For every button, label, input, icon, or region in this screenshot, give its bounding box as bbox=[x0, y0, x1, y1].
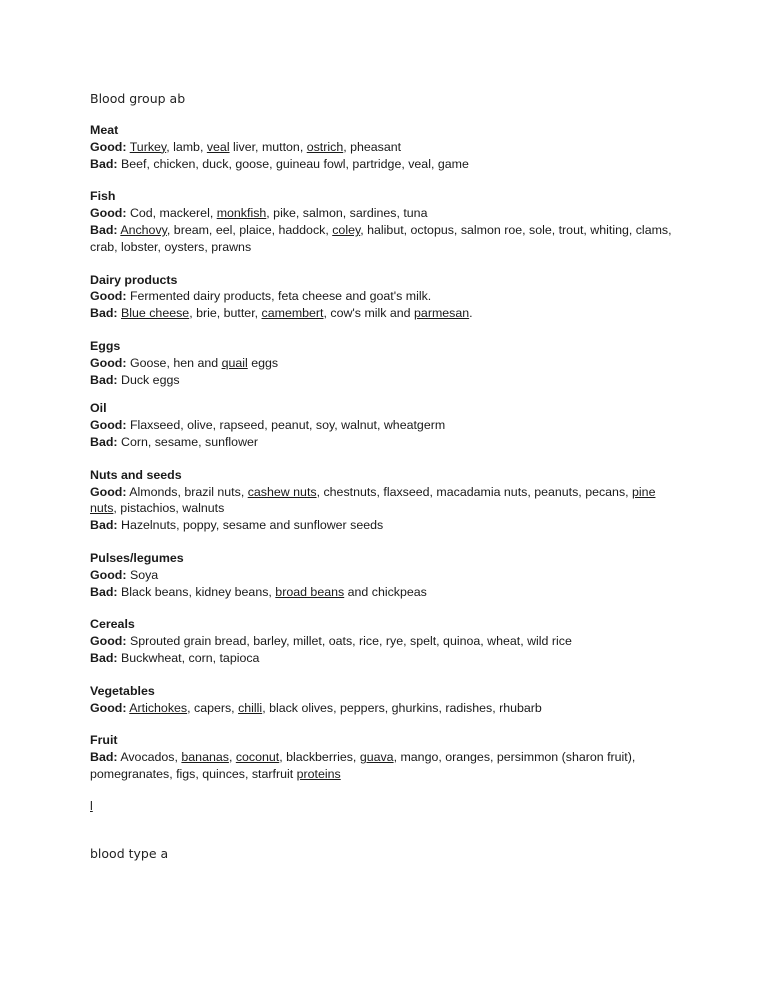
section-nuts bbox=[90, 467, 680, 534]
good-label: Good: bbox=[90, 355, 127, 370]
document-title: Blood group ab bbox=[90, 91, 186, 106]
text-run: Hazelnuts, poppy, sesame and sunflower seeds bbox=[121, 518, 384, 533]
text-run: Goose, hen and bbox=[129, 355, 222, 370]
bad-list bbox=[121, 585, 427, 599]
good-row bbox=[90, 355, 680, 372]
text-run: Almonds, brazil nuts, bbox=[129, 484, 248, 499]
bad-list bbox=[121, 306, 473, 320]
text-run: eggs bbox=[247, 355, 279, 370]
bad-row bbox=[90, 156, 680, 173]
good-list bbox=[130, 634, 572, 648]
bad-label: Bad: bbox=[90, 750, 118, 765]
bad-row bbox=[90, 584, 680, 601]
text-run: Black beans, kidney beans, bbox=[121, 584, 276, 599]
text-run: , pistachios, walnuts bbox=[113, 501, 225, 516]
bad-label: Bad: bbox=[90, 434, 118, 449]
bad-label: Bad: bbox=[90, 306, 118, 321]
good-row bbox=[90, 567, 680, 584]
underlined-term: coley bbox=[332, 222, 361, 237]
text-run: , bbox=[228, 750, 236, 765]
good-row bbox=[90, 700, 680, 717]
good-list bbox=[90, 485, 655, 516]
text-run: Soya bbox=[129, 567, 159, 582]
text-run: , pike, salmon, sardines, tuna bbox=[266, 206, 428, 221]
text-run: Corn, sesame, sunflower bbox=[121, 434, 259, 449]
bad-row bbox=[90, 305, 680, 322]
section-fruit bbox=[90, 732, 680, 782]
underlined-term: proteins bbox=[296, 766, 341, 781]
underlined-term: guava bbox=[359, 750, 394, 765]
good-label: Good: bbox=[90, 418, 127, 433]
bad-row bbox=[90, 517, 680, 534]
good-row bbox=[90, 633, 680, 650]
bad-row bbox=[90, 222, 680, 256]
section-title: Cereals bbox=[90, 617, 135, 632]
section-title: Eggs bbox=[90, 338, 121, 353]
underlined-term: bananas bbox=[181, 750, 229, 765]
section-title: Dairy products bbox=[90, 272, 178, 287]
bad-label: Bad: bbox=[90, 222, 118, 237]
text-run: and chickpeas bbox=[344, 584, 427, 599]
good-label: Good: bbox=[90, 206, 127, 221]
underlined-term: veal bbox=[206, 139, 230, 154]
bad-row bbox=[90, 372, 680, 389]
good-label: Good: bbox=[90, 139, 127, 154]
good-list bbox=[130, 206, 428, 220]
bad-list bbox=[121, 435, 258, 449]
text-run: , cow's milk and bbox=[323, 306, 415, 321]
bad-list bbox=[121, 157, 469, 171]
bad-label: Bad: bbox=[90, 518, 118, 533]
underlined-term: Artichokes bbox=[129, 700, 188, 715]
section-dairy bbox=[90, 272, 680, 322]
good-list bbox=[130, 289, 431, 303]
underlined-term: ostrich bbox=[306, 139, 344, 154]
section-title: Fruit bbox=[90, 733, 118, 748]
good-list bbox=[129, 701, 542, 715]
text-run: , bream, eel, plaice, haddock, bbox=[166, 222, 333, 237]
good-label: Good: bbox=[90, 484, 127, 499]
section-oil bbox=[90, 400, 680, 450]
underlined-term: chilli bbox=[238, 700, 263, 715]
good-list bbox=[130, 568, 158, 582]
text-run: Duck eggs bbox=[121, 372, 180, 387]
bad-row bbox=[90, 434, 680, 451]
stray-mark: l bbox=[90, 799, 93, 813]
section-cereals bbox=[90, 616, 680, 666]
text-run: , mango, oranges, persimmon (sharon fruit), pomegranates, figs, quinces, starfruit bbox=[90, 750, 636, 781]
underlined-term: Blue cheese bbox=[121, 306, 190, 321]
underlined-term: parmesan bbox=[414, 306, 470, 321]
bad-label: Bad: bbox=[90, 372, 118, 387]
section-title: Oil bbox=[90, 401, 107, 416]
text-run: Flaxseed, olive, rapseed, peanut, soy, walnut, wheatgerm bbox=[129, 418, 446, 433]
underlined-term: monkfish bbox=[216, 206, 267, 221]
good-list bbox=[130, 356, 278, 370]
bad-list bbox=[121, 651, 259, 665]
underlined-term: cashew nuts bbox=[247, 484, 317, 499]
text-run: , black olives, peppers, ghurkins, radishes, rhubarb bbox=[262, 700, 542, 715]
good-list bbox=[130, 140, 401, 154]
good-label: Good: bbox=[90, 700, 127, 715]
text-run: Buckwheat, corn, tapioca bbox=[121, 650, 260, 665]
text-run: Cod, mackerel, bbox=[129, 206, 217, 221]
section-pulses bbox=[90, 550, 680, 600]
bad-list bbox=[121, 518, 383, 532]
underlined-term: quail bbox=[221, 355, 248, 370]
section-title: Fish bbox=[90, 189, 116, 204]
good-label: Good: bbox=[90, 567, 127, 582]
bad-row bbox=[90, 650, 680, 667]
underlined-term: pine nuts bbox=[90, 484, 656, 516]
bad-list bbox=[121, 373, 180, 387]
text-run: Sprouted grain bread, barley, millet, oats, rice, rye, spelt, quinoa, wheat, wild rice bbox=[129, 634, 572, 649]
document-body bbox=[90, 122, 680, 799]
text-run: Avocados, bbox=[120, 750, 182, 765]
good-row bbox=[90, 417, 680, 434]
good-row bbox=[90, 205, 680, 222]
section-vegetables bbox=[90, 683, 680, 717]
bad-label: Bad: bbox=[90, 584, 118, 599]
bad-list bbox=[90, 223, 672, 254]
bad-list bbox=[90, 750, 635, 781]
good-row bbox=[90, 484, 680, 518]
text-run: Beef, chicken, duck, goose, guineau fowl, partridge, veal, game bbox=[121, 156, 469, 171]
section-fish bbox=[90, 188, 680, 255]
section-title: Meat bbox=[90, 123, 119, 137]
good-row bbox=[90, 139, 680, 156]
text-run: , capers, bbox=[187, 700, 239, 715]
underlined-term: Anchovy bbox=[120, 222, 167, 237]
good-row bbox=[90, 288, 680, 305]
text-run: Fermented dairy products, feta cheese and goat's milk. bbox=[129, 289, 432, 304]
section-title: Nuts and seeds bbox=[90, 467, 182, 482]
document-footer: blood type a bbox=[90, 846, 169, 861]
section-title: Pulses/legumes bbox=[90, 550, 184, 565]
good-label: Good: bbox=[90, 289, 127, 304]
text-run: liver, mutton, bbox=[229, 139, 307, 154]
section-eggs bbox=[90, 338, 680, 388]
good-label: Good: bbox=[90, 634, 127, 649]
text-run: , pheasant bbox=[343, 139, 402, 154]
text-run: , lamb, bbox=[166, 139, 207, 154]
text-run: , halibut, octopus, salmon roe, sole, trout, whiting, clams, crab, lobster, oysters, prawns bbox=[90, 222, 672, 254]
underlined-term: camembert bbox=[261, 306, 324, 321]
text-run: , blackberries, bbox=[279, 750, 360, 765]
text-run: , chestnuts, flaxseed, macadamia nuts, peanuts, pecans, bbox=[316, 484, 633, 499]
section-meat bbox=[90, 122, 680, 172]
bad-label: Bad: bbox=[90, 156, 118, 171]
section-title: Vegetables bbox=[90, 683, 155, 698]
good-list bbox=[130, 418, 445, 432]
underlined-term: broad beans bbox=[275, 584, 345, 599]
text-run: , brie, butter, bbox=[189, 306, 262, 321]
text-run: . bbox=[469, 306, 473, 321]
underlined-term: Turkey bbox=[129, 139, 167, 154]
bad-label: Bad: bbox=[90, 650, 118, 665]
bad-row bbox=[90, 749, 680, 783]
underlined-term: coconut bbox=[235, 750, 280, 765]
